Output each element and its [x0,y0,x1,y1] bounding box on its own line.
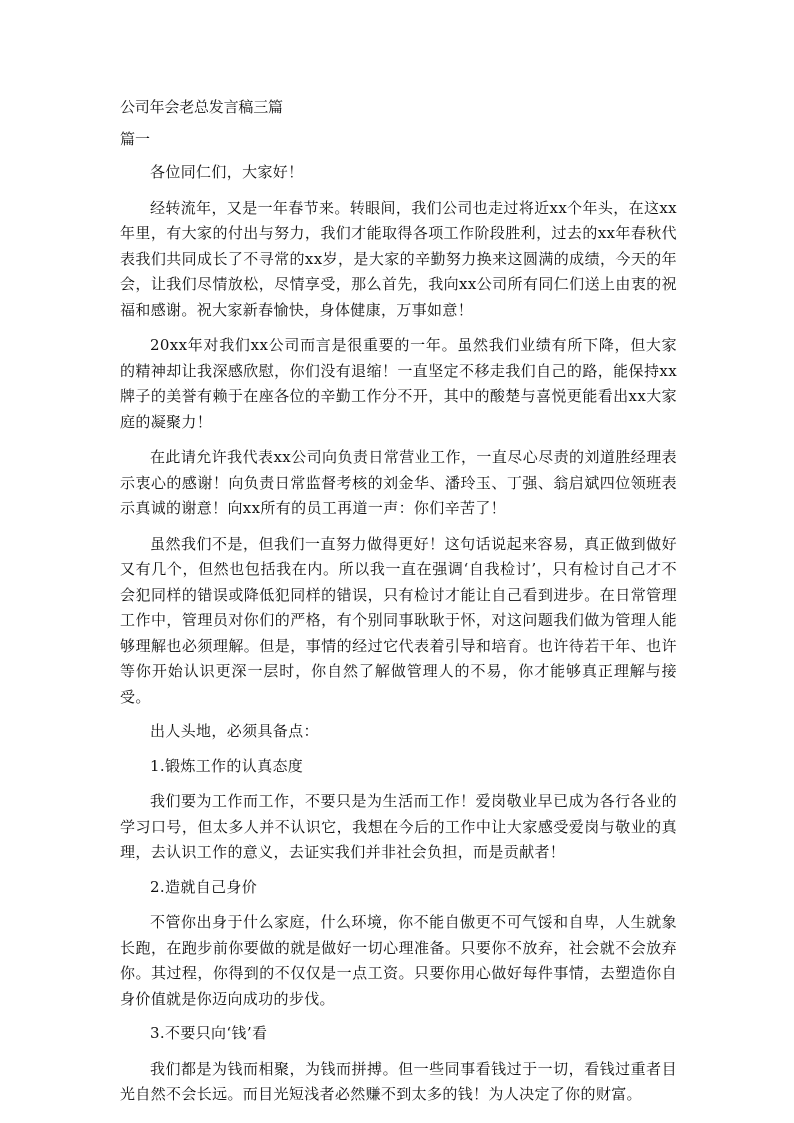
point-heading-2: 2.造就自己身价 [150,877,258,896]
section-heading: 篇一 [120,130,151,148]
paragraph-opening: 经转流年，又是一年春节来。转眼间，我们公司也走过将近xx个年头，在这xx年里，有大家的付出与努力，我们才能取得各项工作阶段胜利，过去的xx年春秋代表我们共同成长了不寻常的xx岁，是大家的辛勤努力换来这圆满的成绩，今天的年会，让我们尽情放松，尽情享受，那么首先，我向xx公司所有同仁们送上由衷的祝福和感谢。祝大家新春愉快，身体健康，万事如意！ [120,198,677,319]
paragraph-thanks: 在此请允许我代表xx公司向负责日常营业工作，一直尽心尽责的刘道胜经理表示衷心的感谢！向负责日常监督考核的刘金华、潘玲玉、丁强、翁启斌四位领班表示真诚的谢意！向xx所有的员工再道一声：你们辛苦了！ [120,448,677,517]
point-heading-1: 1.锻炼工作的认真态度 [150,756,304,775]
paragraph-point-3: 我们都是为钱而相聚，为钱而拼搏。但一些同事看钱过于一切，看钱过重者目光自然不会长远。而目光短浅者必然赚不到太多的钱！为人决定了你的财富。 [120,1059,677,1103]
paragraph-intro-points: 出人头地，必须具备点： [150,722,319,740]
paragraph-point-1: 我们要为工作而工作，不要只是为生活而工作！爱岗敬业早已成为各行各业的学习口号，但太多人并不认识它，我想在今后的工作中让大家感受爱岗与敬业的真理，去认识工作的意义，去证实我们并非社会负担，而是贡献者！ [120,792,677,861]
point-heading-3: 3.不要只向‘钱’看 [150,1024,268,1042]
paragraph-self-review: 虽然我们不是，但我们一直努力做得更好！这句话说起来容易，真正做到做好又有几个，但然也包括我在内。所以我一直在强调‘自我检讨’，只有检讨自己才不会犯同样的错误或降低犯同样的错误，只有检讨才能让自己看到进步。在日常管理工作中，管理员对你们的严格，有个别同事耿耿于怀，对这问题我们做为管理人能够理解也必须理解。但是，事情的经过它代表着引导和培育。也许待若干年、也许等你开始认识更深一层时，你自然了解做管理人的不易，你才能够真正理解与接受。 [120,534,677,706]
paragraph-year-review: 20xx年对我们xx公司而言是很重要的一年。虽然我们业绩有所下降，但大家的精神却让我深感欣慰，你们没有退缩！一直坚定不移走我们自己的路，能保持xx牌子的美誉有赖于在座各位的辛勤工作分不开，其中的酸楚与喜悦更能看出xx大家庭的凝聚力！ [120,336,677,431]
paragraph-greeting: 各位同仁们，大家好！ [150,163,304,181]
paragraph-point-2: 不管你出身于什么家庭，什么环境，你不能自傲更不可气馁和自卑，人生就象长跑，在跑步前你要做的就是做好一切心理准备。只要你不放弃，社会就不会放弃你。其过程，你得到的不仅仅是一点工资。只要你用心做好每件事情，去塑造你自身价值就是你迈向成功的步伐。 [120,913,677,1008]
document-title: 公司年会老总发言稿三篇 [120,98,283,116]
document-body [120,96,677,1108]
